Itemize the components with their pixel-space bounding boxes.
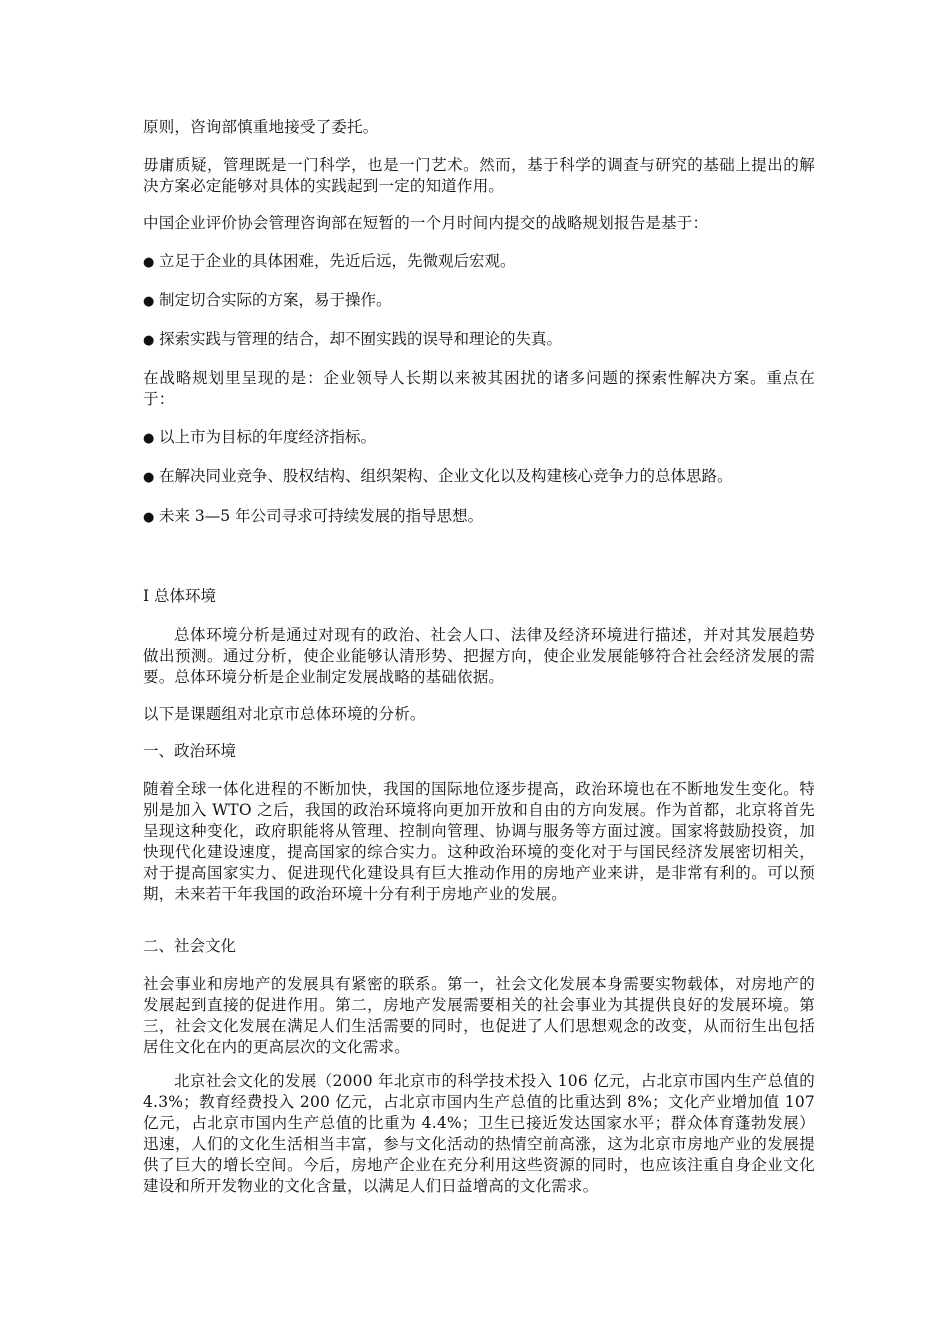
bullet-icon: ●	[143, 431, 155, 446]
subsection-heading-culture: 二、社会文化	[143, 937, 237, 955]
bullet-text: 以上市为目标的年度经济指标。	[159, 428, 377, 446]
bullet-text: 制定切合实际的方案，易于操作。	[159, 291, 392, 309]
bullet-icon: ●	[143, 255, 155, 270]
basis-bullet-item	[143, 290, 833, 312]
culture-paragraph-2: 北京社会文化的发展（2000 年北京市的科学技术投入 106 亿元，占北京市国内生产总值的 4.3%；教育经费投入 200 亿元，占北京市国内生产总值的比重达到 8%；文化产业增加值 107 亿元，占北京市国内生产总值的比重为 4.4%；卫生已接近发达国家水平；群众体育蓬勃发展）迅速，人们的文化生活相当丰富，参与文化活动的热情空前高涨，这为北京市房地产业的发展提供了巨大的增长空间。今后，房地产企业在充分利用这些资源的同时，也应该注重自身企业文化建设和所开发物业的文化含量，以满足人们日益增高的文化需求。	[143, 1072, 815, 1195]
bullet-text: 未来 3—5 年公司寻求可持续发展的指导思想。	[159, 507, 484, 525]
bullet-icon: ●	[143, 470, 155, 485]
bullet-text: 探索实践与管理的结合，却不囿实践的误导和理论的失真。	[159, 330, 563, 348]
intro-paragraph-3: 中国企业评价协会管理咨询部在短暂的一个月时间内提交的战略规划报告是基于：	[143, 214, 709, 232]
politics-paragraph: 随着全球一体化进程的不断加快，我国的国际地位逐步提高，政治环境也在不断地发生变化。特别是加入 WTO 之后，我国的政治环境将向更加开放和自由的方向发展。作为首都，北京将首先呈现这种变化，政府职能将从管理、控制向管理、协调与服务等方面过渡。国家将鼓励投资，加快现代化建设速度，提高国家的综合实力。这种政治环境的变化对于与国民经济发展密切相关，对于提高国家实力、促进现代化建设具有巨大推动作用的房地产业来讲，是非常有利的。可以预期，未来若干年我国的政治环境十分有利于房地产业的发展。	[143, 780, 815, 903]
focus-bullet-item	[143, 466, 833, 488]
culture-paragraph-1: 社会事业和房地产的发展具有紧密的联系。第一，社会文化发展本身需要实物载体，对房地产的发展起到直接的促进作用。第二，房地产发展需要相关的社会事业为其提供良好的发展环境。第三，社会文化发展在满足人们生活需要的同时，也促进了人们思想观念的改变，从而衍生出包括居住文化在内的更高层次的文化需求。	[143, 975, 815, 1056]
general-environment-analysis-intro: 以下是课题组对北京市总体环境的分析。	[143, 705, 426, 723]
basis-bullet-item	[143, 329, 833, 351]
general-environment-paragraph: 总体环境分析是通过对现有的政治、社会人口、法律及经济环境进行描述，并对其发展趋势做出预测。通过分析，使企业能够认清形势、把握方向，使企业发展能够符合社会经济发展的需要。总体环境分析是企业制定发展战略的基础依据。	[143, 626, 815, 686]
subsection-heading-politics: 一、政治环境	[143, 742, 237, 760]
bullet-icon: ●	[143, 510, 155, 525]
bullet-icon: ●	[143, 294, 155, 309]
intro-paragraph-2: 毋庸质疑，管理既是一门科学，也是一门艺术。然而，基于科学的调查与研究的基础上提出的解决方案必定能够对具体的实践起到一定的知道作用。	[143, 156, 815, 195]
bullet-text: 在解决同业竞争、股权结构、组织架构、企业文化以及构建核心竞争力的总体思路。	[159, 467, 733, 485]
bullet-text: 立足于企业的具体困难，先近后远，先微观后宏观。	[159, 252, 516, 270]
intro-paragraph-1: 原则，咨询部慎重地接受了委托。	[143, 118, 379, 136]
focus-bullet-item	[143, 506, 833, 528]
basis-bullet-item	[143, 251, 833, 273]
bullet-icon: ●	[143, 333, 155, 348]
section-heading-general-environment: I 总体环境	[143, 587, 217, 605]
focus-bullet-item	[143, 427, 833, 449]
focus-intro-paragraph: 在战略规划里呈现的是：企业领导人长期以来被其困扰的诸多问题的探索性解决方案。重点在于：	[143, 369, 815, 408]
